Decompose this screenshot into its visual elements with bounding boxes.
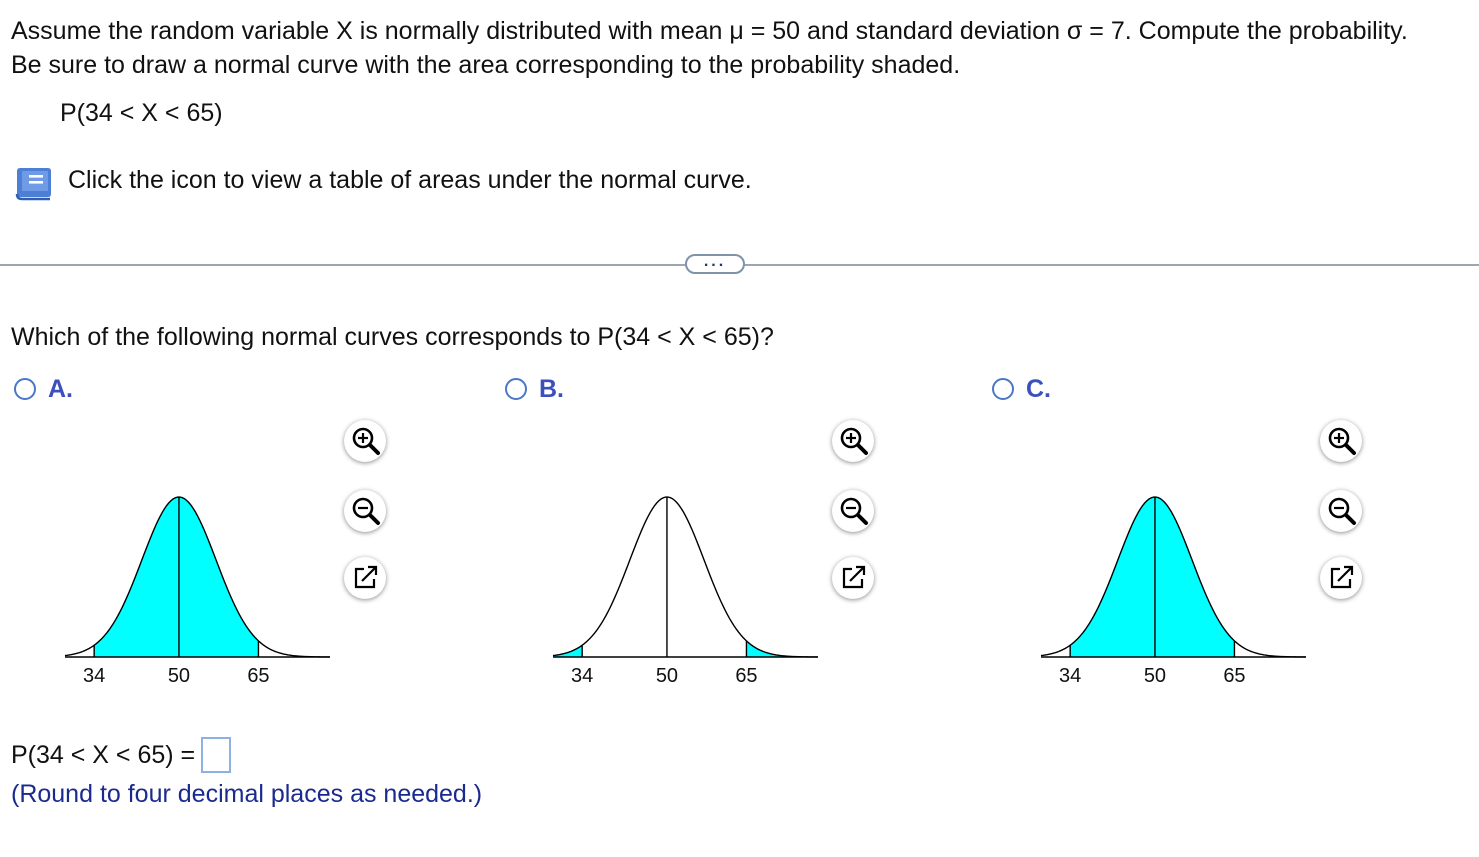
normal-curve-chart-c: [1036, 445, 1316, 690]
popout-button-c[interactable]: [1320, 557, 1362, 599]
option-a[interactable]: [14, 374, 73, 404]
option-c-radio[interactable]: [992, 378, 1014, 400]
tick-label-34-a: 34: [83, 665, 106, 687]
tick-label-65-c: 65: [1223, 665, 1246, 687]
zoom-out-button-b[interactable]: [832, 490, 874, 532]
expand-ellipsis-button[interactable]: ...: [685, 254, 745, 274]
option-a-label[interactable]: A.: [48, 375, 73, 403]
probability-expression: P(34 < X < 65): [60, 99, 223, 127]
popout-button-a[interactable]: [344, 557, 386, 599]
tick-label-65-a: 65: [247, 665, 270, 687]
zoom-out-button-a[interactable]: [344, 490, 386, 532]
rounding-hint: (Round to four decimal places as needed.): [11, 780, 483, 808]
option-b-radio[interactable]: [505, 378, 527, 400]
normal-curve-b: [553, 497, 818, 657]
option-c-label[interactable]: C.: [1026, 375, 1051, 403]
popout-icon: [1320, 557, 1362, 599]
tick-label-65-b: 65: [735, 665, 758, 687]
tick-label-50-b: 50: [655, 665, 679, 687]
popout-icon: [344, 557, 386, 599]
table-link-text[interactable]: Click the icon to view a table of areas under the normal curve.: [68, 166, 752, 194]
answer-input[interactable]: [201, 737, 231, 773]
tick-label-34-c: 34: [1059, 665, 1082, 687]
shaded-area-c: [1070, 497, 1234, 657]
zoom-in-icon: [832, 420, 874, 462]
normal-curve-chart-a: [60, 445, 340, 690]
zoom-in-button-b[interactable]: [832, 420, 874, 462]
option-b-label[interactable]: B.: [539, 375, 564, 403]
book-icon[interactable]: [14, 164, 54, 202]
problem-statement-line2: Be sure to draw a normal curve with the area corresponding to the probability shaded.: [11, 51, 961, 79]
problem-statement-line1: Assume the random variable X is normally distributed with mean μ = 50 and standard deviation σ = 7. Compute the probability.: [11, 17, 1408, 45]
answer-label: P(34 < X < 65) =: [11, 741, 196, 769]
zoom-in-button-a[interactable]: [344, 420, 386, 462]
option-a-radio[interactable]: [14, 378, 36, 400]
zoom-out-icon: [832, 490, 874, 532]
tick-label-50-c: 50: [1143, 665, 1167, 687]
zoom-out-button-c[interactable]: [1320, 490, 1362, 532]
tick-label-50-a: 50: [167, 665, 191, 687]
option-b[interactable]: [505, 374, 564, 404]
zoom-out-icon: [1320, 490, 1362, 532]
question-text: Which of the following normal curves corresponds to P(34 < X < 65)?: [11, 323, 774, 351]
popout-icon: [832, 557, 874, 599]
normal-curve-chart-b: [548, 445, 828, 690]
tick-label-34-b: 34: [571, 665, 594, 687]
zoom-in-icon: [1320, 420, 1362, 462]
zoom-in-button-c[interactable]: [1320, 420, 1362, 462]
popout-button-b[interactable]: [832, 557, 874, 599]
shaded-area-a: [94, 497, 258, 657]
option-c[interactable]: [992, 374, 1051, 404]
zoom-out-icon: [344, 490, 386, 532]
zoom-in-icon: [344, 420, 386, 462]
